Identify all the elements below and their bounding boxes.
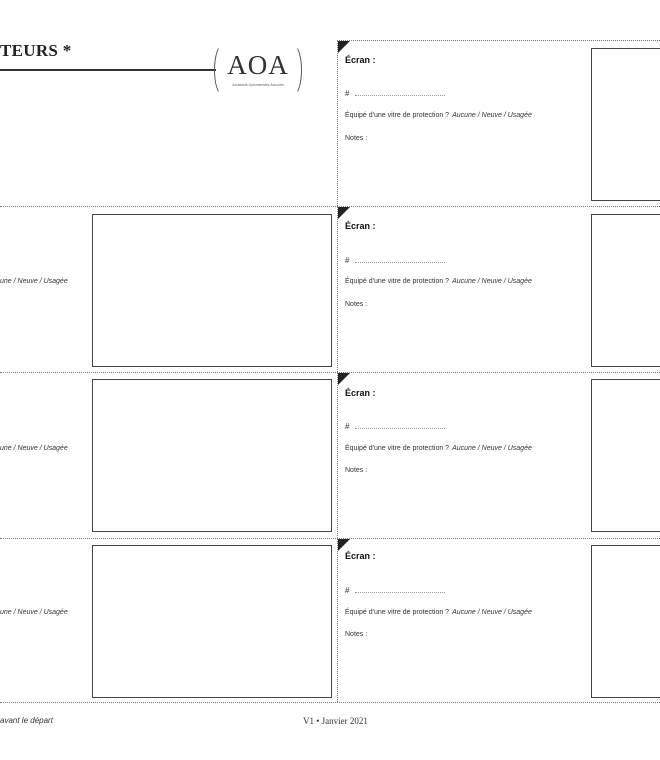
photo-box[interactable] bbox=[92, 214, 332, 367]
photo-box[interactable] bbox=[591, 379, 660, 532]
protection-question-text: Équipé d'une vitre de protection ? bbox=[345, 445, 450, 452]
number-prefix: # bbox=[345, 256, 350, 265]
notes-label: Notes : bbox=[345, 135, 368, 142]
corner-mark bbox=[338, 373, 350, 385]
number-prefix: # bbox=[345, 586, 350, 595]
photo-box[interactable] bbox=[92, 545, 332, 698]
screen-number-field[interactable] bbox=[345, 256, 445, 265]
number-dotted-line bbox=[355, 586, 445, 593]
row-divider bbox=[0, 206, 660, 207]
number-prefix: # bbox=[345, 89, 350, 98]
protection-options[interactable]: Aucune / Neuve / Usagée bbox=[452, 445, 532, 452]
row-divider bbox=[0, 702, 660, 703]
photo-box[interactable] bbox=[591, 545, 660, 698]
protection-question-text: Équipé d'une vitre de protection ? bbox=[345, 278, 450, 285]
ecran-label: Écran : bbox=[345, 551, 376, 561]
corner-mark bbox=[338, 539, 350, 551]
logo-text: AOA bbox=[227, 50, 289, 80]
ecran-label: Écran : bbox=[345, 55, 376, 65]
logo-subtext: Assistants Optométristes Associés bbox=[232, 83, 284, 87]
notes-label: Notes : bbox=[345, 301, 368, 308]
number-dotted-line bbox=[355, 422, 445, 429]
number-dotted-line bbox=[355, 89, 445, 96]
page-title: TEURS * bbox=[0, 41, 72, 60]
row-divider bbox=[0, 538, 660, 539]
photo-box[interactable] bbox=[591, 214, 660, 367]
title-rule bbox=[0, 69, 216, 71]
protection-question-text: Équipé d'une vitre de protection ? bbox=[345, 609, 450, 616]
left-protection-options[interactable]: une / Neuve / Usagée bbox=[0, 609, 68, 616]
footer-version: V1 • Janvier 2021 bbox=[303, 716, 368, 726]
protection-question bbox=[345, 609, 532, 616]
screen-number-field[interactable] bbox=[345, 422, 445, 431]
footer-note: avant le départ bbox=[0, 716, 53, 725]
row-divider bbox=[0, 372, 660, 373]
protection-options[interactable]: Aucune / Neuve / Usagée bbox=[452, 609, 532, 616]
protection-question-text: Équipé d'une vitre de protection ? bbox=[345, 112, 450, 119]
screen-number-field[interactable] bbox=[345, 586, 445, 595]
photo-box[interactable] bbox=[92, 379, 332, 532]
ecran-label: Écran : bbox=[345, 388, 376, 398]
corner-mark bbox=[338, 207, 350, 219]
column-divider bbox=[337, 40, 338, 702]
notes-label: Notes : bbox=[345, 631, 368, 638]
aoa-logo bbox=[214, 44, 302, 94]
screen-number-field[interactable] bbox=[345, 89, 445, 98]
corner-mark bbox=[338, 41, 350, 53]
protection-question bbox=[345, 278, 532, 285]
protection-options[interactable]: Aucune / Neuve / Usagée bbox=[452, 112, 532, 119]
notes-label: Notes : bbox=[345, 467, 368, 474]
protection-question bbox=[345, 112, 532, 119]
photo-box[interactable] bbox=[591, 48, 660, 201]
protection-question bbox=[345, 445, 532, 452]
left-protection-options[interactable]: une / Neuve / Usagée bbox=[0, 278, 68, 285]
row-divider bbox=[337, 40, 660, 41]
protection-options[interactable]: Aucune / Neuve / Usagée bbox=[452, 278, 532, 285]
number-dotted-line bbox=[355, 256, 445, 263]
left-protection-options[interactable]: une / Neuve / Usagée bbox=[0, 445, 68, 452]
number-prefix: # bbox=[345, 422, 350, 431]
ecran-label: Écran : bbox=[345, 221, 376, 231]
